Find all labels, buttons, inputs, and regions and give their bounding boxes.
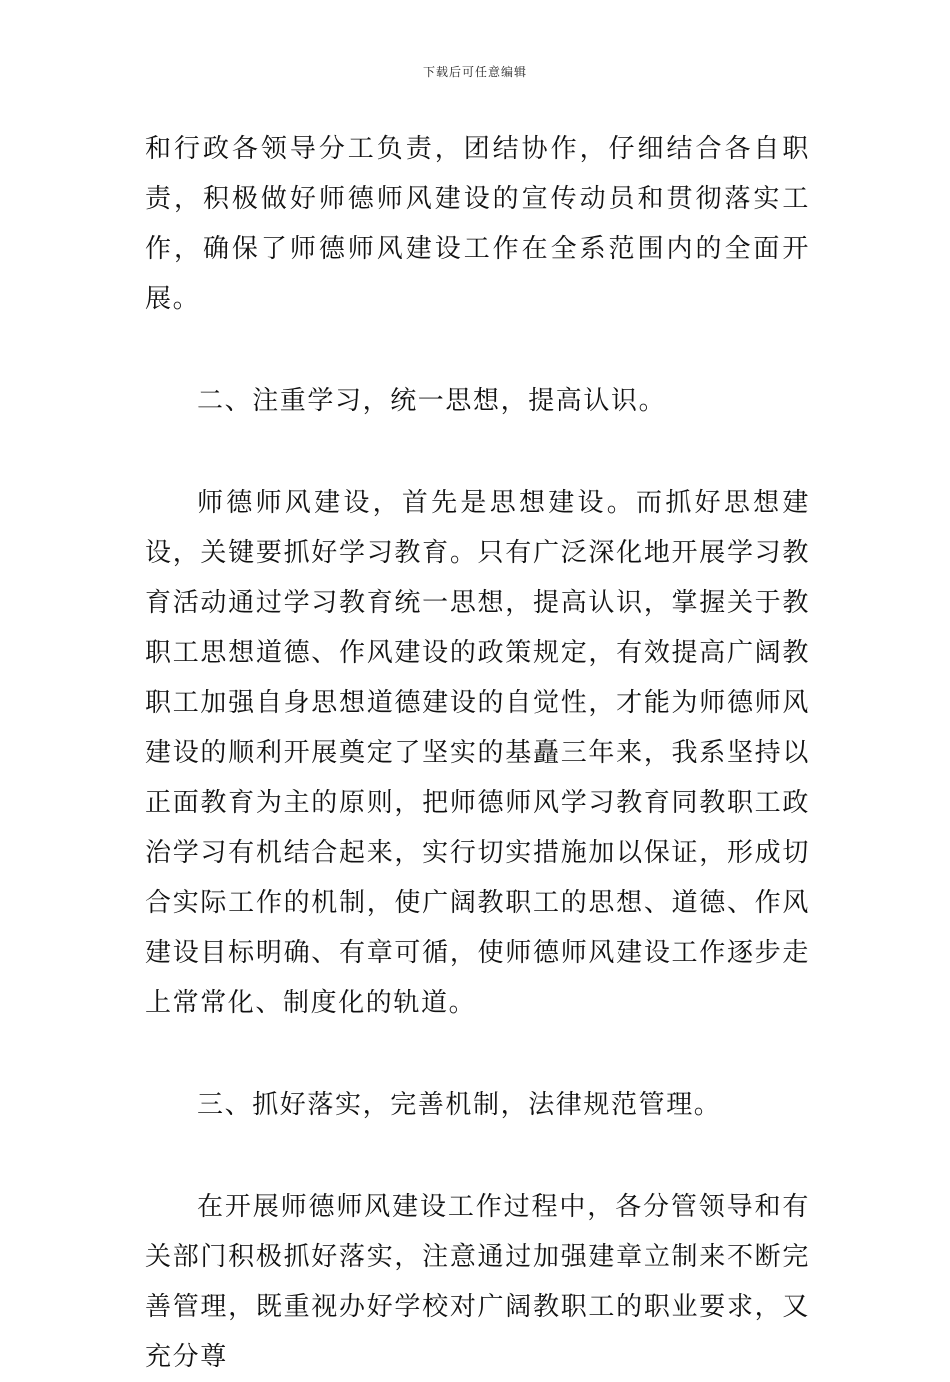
paragraph-gap: [145, 324, 810, 376]
section-heading-2: 二、注重学习，统一思想，提高认识。: [197, 386, 667, 416]
page-header: 下载后可任意编辑: [422, 65, 527, 79]
section-heading-3: 三、抓好落实，完善机制，法律规范管理。: [197, 1090, 722, 1120]
paragraph-gap: [145, 1130, 810, 1182]
paragraph-gap: [145, 1028, 810, 1080]
paragraph-continuation: 和行政各领导分工负责，团结协作，仔细结合各自职责，积极做好师德师风建设的宣传动员和贯彻落实工作，确保了师德师风建设工作在全系范围内的全面开展。: [145, 134, 810, 314]
paragraph-study: 师德师风建设，首先是思想建设。而抓好思想建设，关键要抓好学习教育。只有广泛深化地开展学习教育活动通过学习教育统一思想，提高认识，掌握关于教职工思想道德、作风建设的政策规定，有效提高广阔教职工加强自身思想道德建设的自觉性，才能为师德师风建设的顺利开展奠定了坚实的基矗三年来，我系坚持以正面教育为主的原则，把师德师风学习教育同教职工政治学习有机结合起来，实行切实措施加以保证，形成切合实际工作的机制，使广阔教职工的思想、道德、作风建设目标明确、有章可循，使师德师风建设工作逐步走上常常化、制度化的轨道。: [145, 488, 810, 1018]
paragraph-gap: [145, 426, 810, 478]
document-body: [145, 124, 810, 1382]
paragraph-implementation: 在开展师德师风建设工作过程中，各分管领导和有关部门积极抓好落实，注意通过加强建章立制来不断完善管理，既重视办好学校对广阔教职工的职业要求，又充分尊: [145, 1192, 810, 1372]
